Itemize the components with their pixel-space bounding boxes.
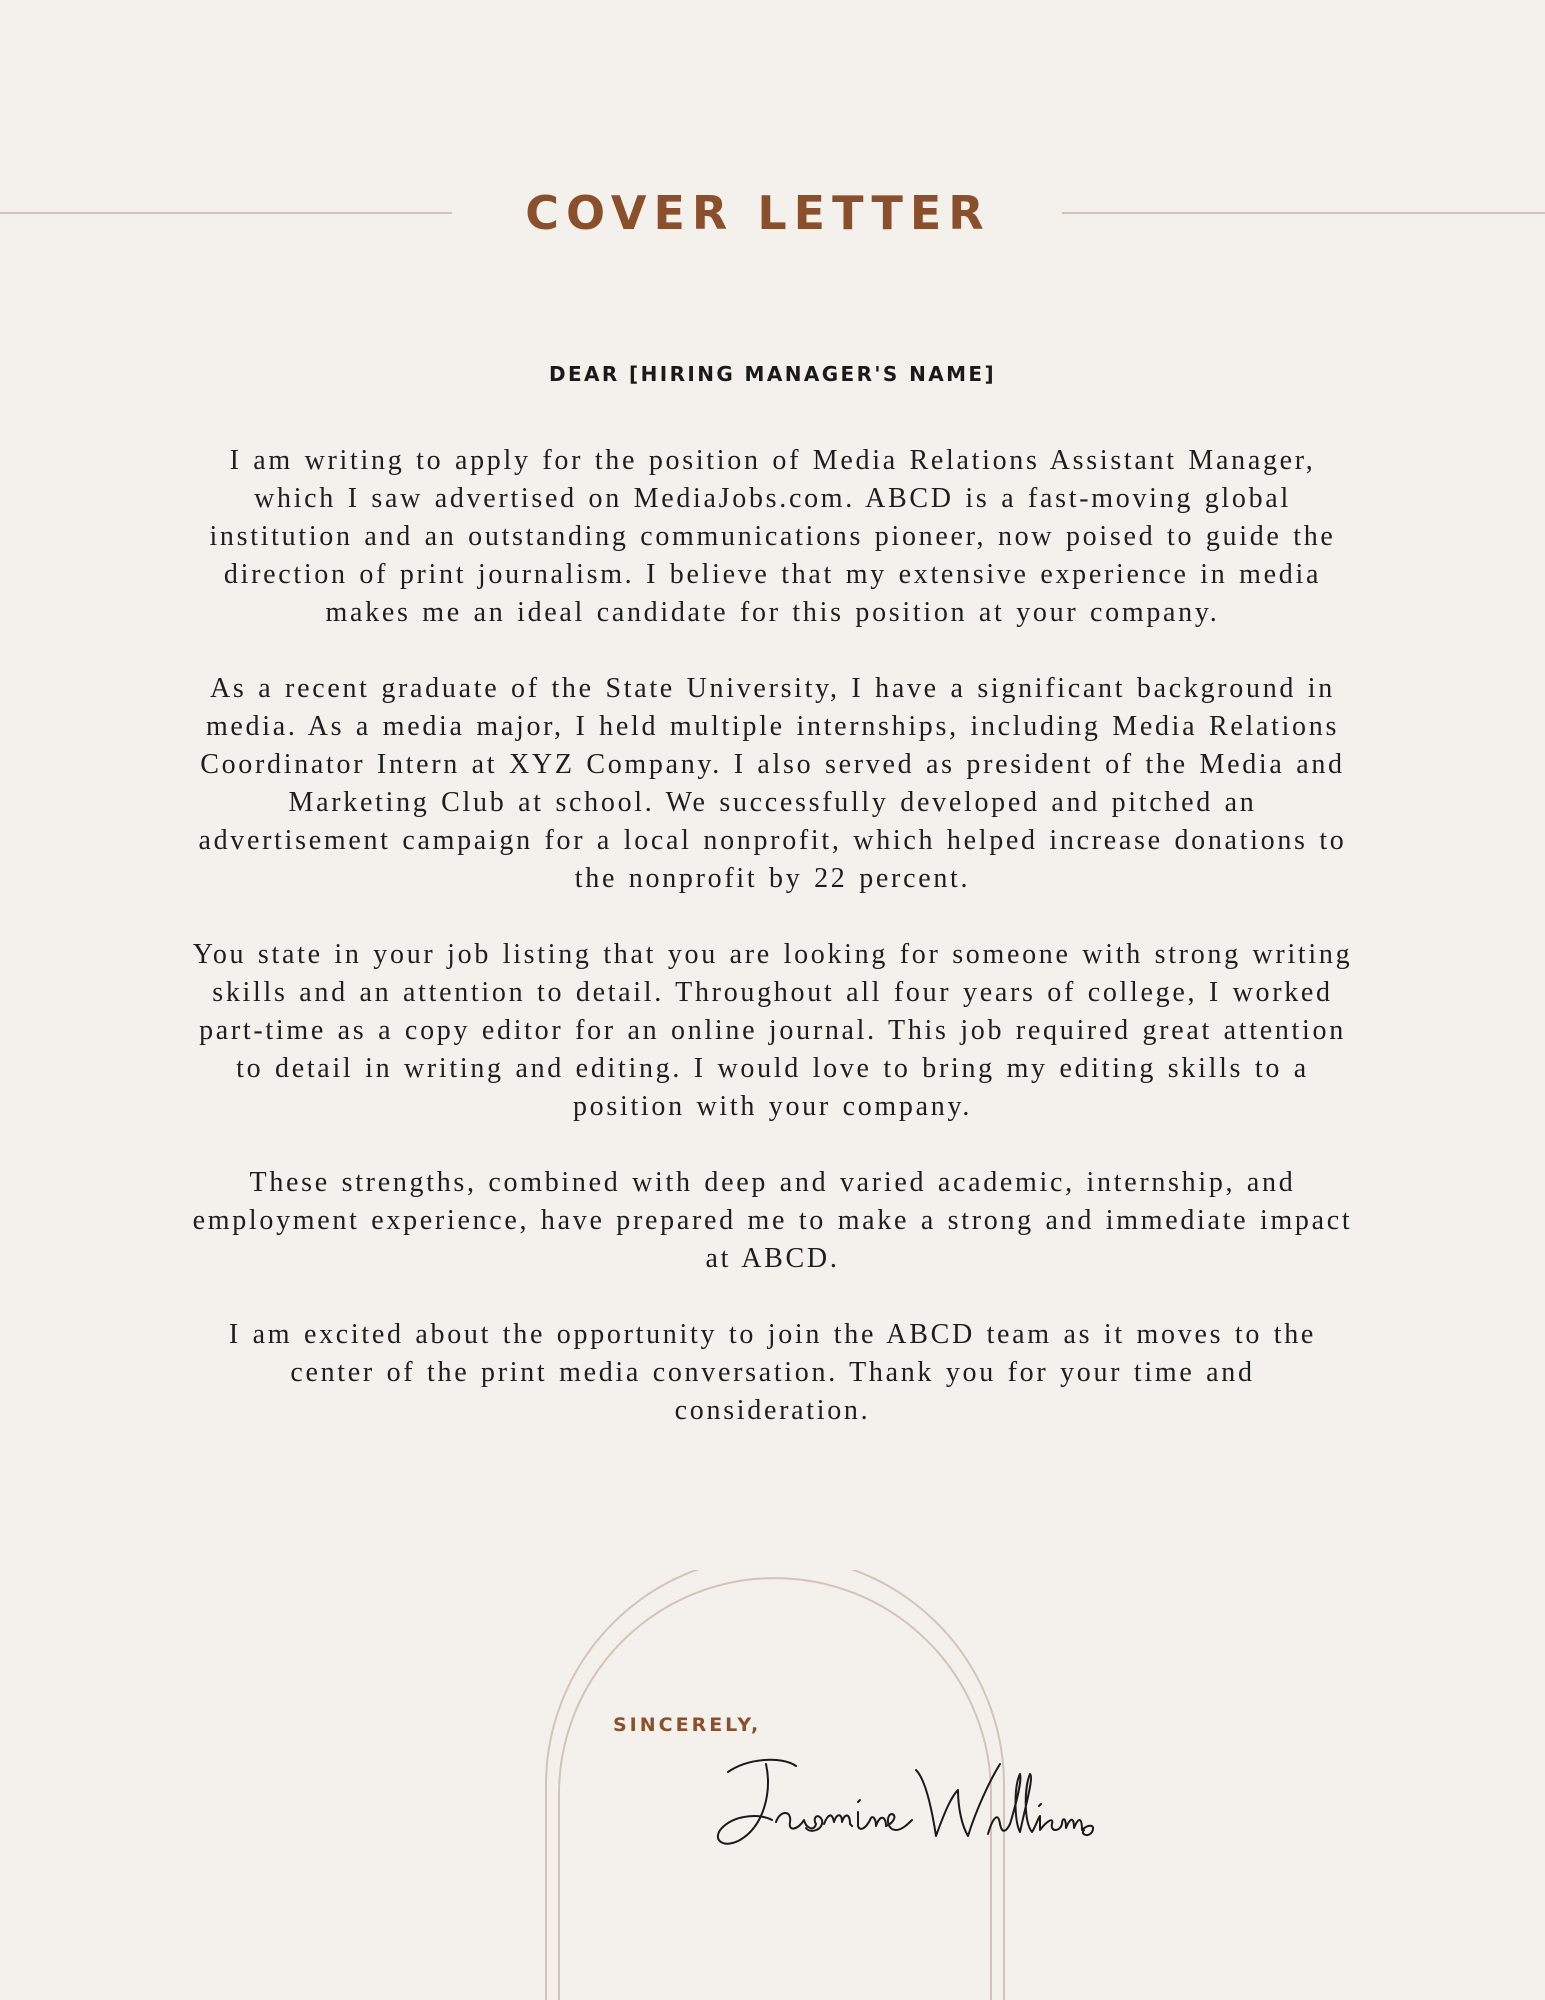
paragraph-5: I am excited about the opportunity to join the ABCD team as it moves to the center of the print media conversation. Thank you for your time and consideration.: [228, 1319, 1317, 1426]
paragraph-2: As a recent graduate of the State University, I have a significant background in media. As a media major, I held multiple internships, including Media Relations Coordinator Intern at XYZ Company. I also served as president of the Media and Marketing Club at school. We successfully developed and pitched an advertisement campaign for a local nonprofit, which helped increase donations to the nonprofit by 22 percent.: [198, 673, 1347, 894]
paragraph-3: You state in your job listing that you are looking for someone with strong writing skills and an attention to detail. Throughout all four years of college, I worked part-time as a copy editor for an online journal. This job required great attention to detail in writing and editing. I would love to bring my editing skills to a position with your company.: [192, 939, 1353, 1122]
greeting: DEAR [HIRING MANAGER'S NAME]: [548, 362, 997, 386]
signature: [700, 1740, 1100, 1860]
title-rule-right: [1062, 212, 1545, 214]
closing-salutation: SINCERELY,: [613, 1714, 762, 1736]
page-title: COVER LETTER: [525, 186, 991, 240]
title-rule-left: [0, 212, 452, 214]
paragraph-1: I am writing to apply for the position of Media Relations Assistant Manager, which I saw advertised on MediaJobs.com. ABCD is a fast-moving global institution and an outstanding communications pioneer, now poised to guide the direction of print journalism. I believe that my extensive experience in media makes me an ideal candidate for this position at your company.: [209, 445, 1336, 628]
letter-body: [190, 442, 1355, 1468]
paragraph-4: These strengths, combined with deep and varied academic, internship, and employment experience, have prepared me to make a strong and immediate impact at ABCD.: [192, 1167, 1353, 1274]
